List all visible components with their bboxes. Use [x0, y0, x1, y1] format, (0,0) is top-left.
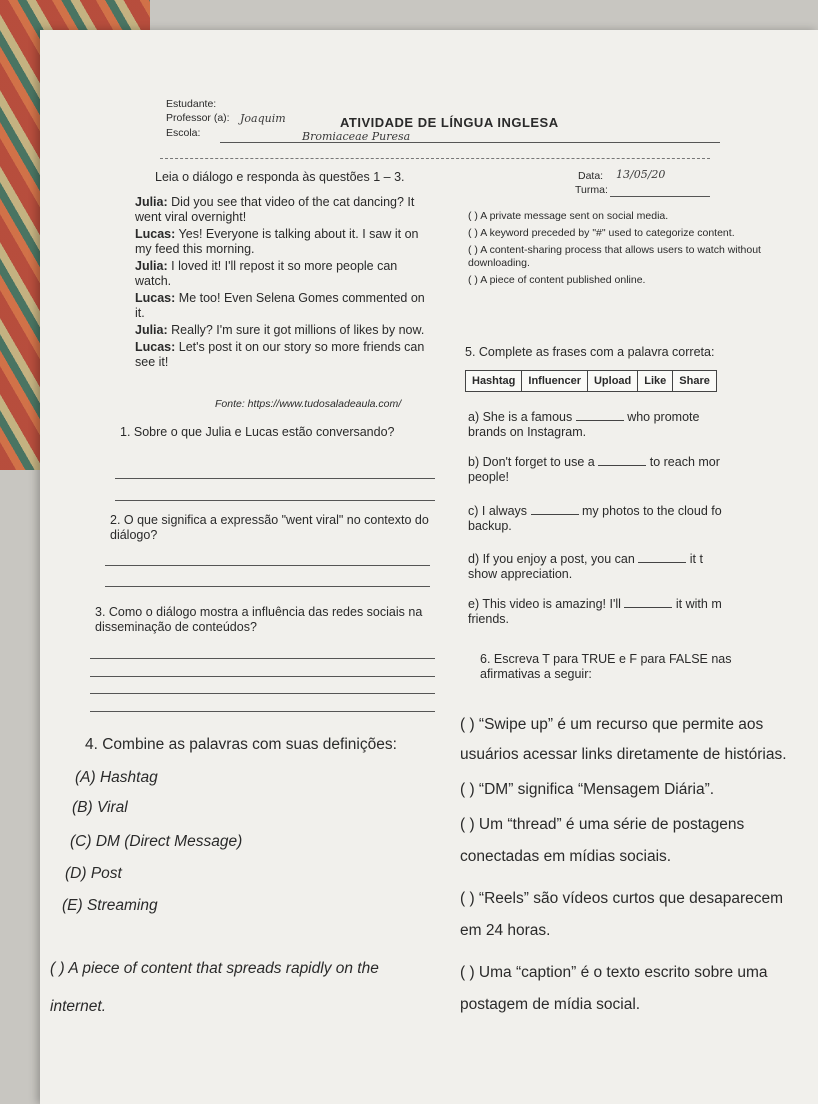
dialogue-line: Julia: I loved it! I'll repost it so more people can watch. [135, 259, 398, 288]
true-false-list [460, 710, 795, 1021]
dialogue-line: Lucas: Me too! Even Selena Gomes commented on it. [135, 291, 425, 320]
answer-line[interactable] [115, 478, 435, 479]
dialogue [135, 195, 435, 372]
turma-label: Turma: [575, 184, 608, 196]
header-divider [160, 158, 710, 159]
answer-line[interactable] [115, 500, 435, 501]
question-5: 5. Complete as frases com a palavra correta: [465, 345, 715, 359]
word-bank-item: Upload [587, 371, 637, 392]
answer-line[interactable] [90, 693, 435, 694]
question-6: 6. Escreva T para TRUE e F para FALSE nas afirmativas a seguir: [480, 652, 732, 681]
tf-item: ( ) Uma “caption” é o texto escrito sobre uma postagem de mídia social. [460, 964, 768, 1013]
definition-item: ( ) A keyword preceded by "#" used to categorize content. [468, 227, 735, 239]
question-2: 2. O que significa a expressão "went viral" no contexto do diálogo? [110, 513, 429, 542]
blank[interactable] [576, 420, 624, 421]
sentence-e: e) This video is amazing! I'll it with m friends. [468, 597, 722, 626]
escola-line [220, 142, 720, 143]
dialogue-line: Lucas: Let's post it on our story so more friends can see it! [135, 340, 425, 369]
blank[interactable] [598, 465, 646, 466]
word-bank-item: Like [638, 371, 673, 392]
definition-item: ( ) A piece of content published online. [468, 274, 646, 286]
estudante-value: Joaquim [240, 112, 286, 125]
definitions-list [468, 210, 768, 291]
sentence-d: d) If you enjoy a post, you can it t show appreciation. [468, 552, 703, 581]
definition-item: ( ) A private message sent on social media. [468, 210, 669, 222]
option-e: (E) Streaming [62, 897, 158, 914]
question-4: 4. Combine as palavras com suas definições: [85, 736, 397, 753]
dialogue-line: Lucas: Yes! Everyone is talking about it. I saw it on my feed this morning. [135, 227, 419, 256]
worksheet-paper [40, 30, 818, 1104]
blank[interactable] [624, 607, 672, 608]
sentence-a: a) She is a famous who promote brands on Instagram. [468, 410, 700, 439]
tf-item: ( ) “DM” significa “Mensagem Diária”. [460, 781, 715, 798]
data-label: Data: [578, 170, 604, 182]
escola-label: Escola: [166, 127, 201, 139]
word-bank-item: Influencer [522, 371, 588, 392]
answer-line[interactable] [105, 565, 430, 566]
answer-line[interactable] [90, 676, 435, 677]
word-bank-item: Hashtag [466, 371, 522, 392]
dialogue-line: Julia: Did you see that video of the cat dancing? It went viral overnight! [135, 195, 415, 224]
sentence-b: b) Don't forget to use a to reach mor people! [468, 455, 720, 484]
definition-item: ( ) A content-sharing process that allows users to watch without downloading. [468, 244, 761, 269]
data-value: 13/05/20 [616, 168, 666, 181]
option-b: (B) Viral [72, 799, 128, 816]
turma-line [610, 196, 710, 197]
question-1: 1. Sobre o que Julia e Lucas estão conversando? [120, 425, 395, 439]
answer-line[interactable] [105, 586, 430, 587]
page-title: ATIVIDADE DE LÍNGUA INGLESA [340, 115, 559, 130]
option-a: (A) Hashtag [75, 769, 158, 786]
answer-line[interactable] [90, 711, 435, 712]
instruction: Leia o diálogo e responda às questões 1 – 3. [155, 170, 405, 184]
estudante-label: Estudante: [166, 98, 217, 110]
question-3: 3. Como o diálogo mostra a influência das redes sociais na disseminação de conteúdos? [95, 605, 423, 634]
sentence-c: c) I always my photos to the cloud fo backup. [468, 504, 722, 533]
word-bank-item: Share [673, 371, 717, 392]
tf-item: ( ) “Reels” são vídeos curtos que desaparecem em 24 horas. [460, 890, 784, 939]
tf-item: ( ) “Swipe up” é um recurso que permite aos usuários acessar links diretamente de histórias. [460, 716, 787, 763]
option-d: (D) Post [65, 865, 122, 882]
tf-item: ( ) Um “thread” é uma série de postagens conectadas em mídias sociais. [460, 816, 745, 865]
professor-value: Bromiaceae Puresa [302, 130, 411, 143]
source-note: Fonte: https://www.tudosaladeaula.com/ [215, 398, 402, 410]
blank[interactable] [638, 562, 686, 563]
option-c: (C) DM (Direct Message) [70, 833, 243, 850]
dialogue-line: Julia: Really? I'm sure it got millions of likes by now. [135, 323, 425, 337]
word-bank [465, 370, 717, 392]
professor-label: Professor (a): [166, 112, 230, 124]
definition-bottom: ( ) A piece of content that spreads rapidly on the internet. [50, 960, 379, 1015]
blank[interactable] [531, 514, 579, 515]
answer-line[interactable] [90, 658, 435, 659]
